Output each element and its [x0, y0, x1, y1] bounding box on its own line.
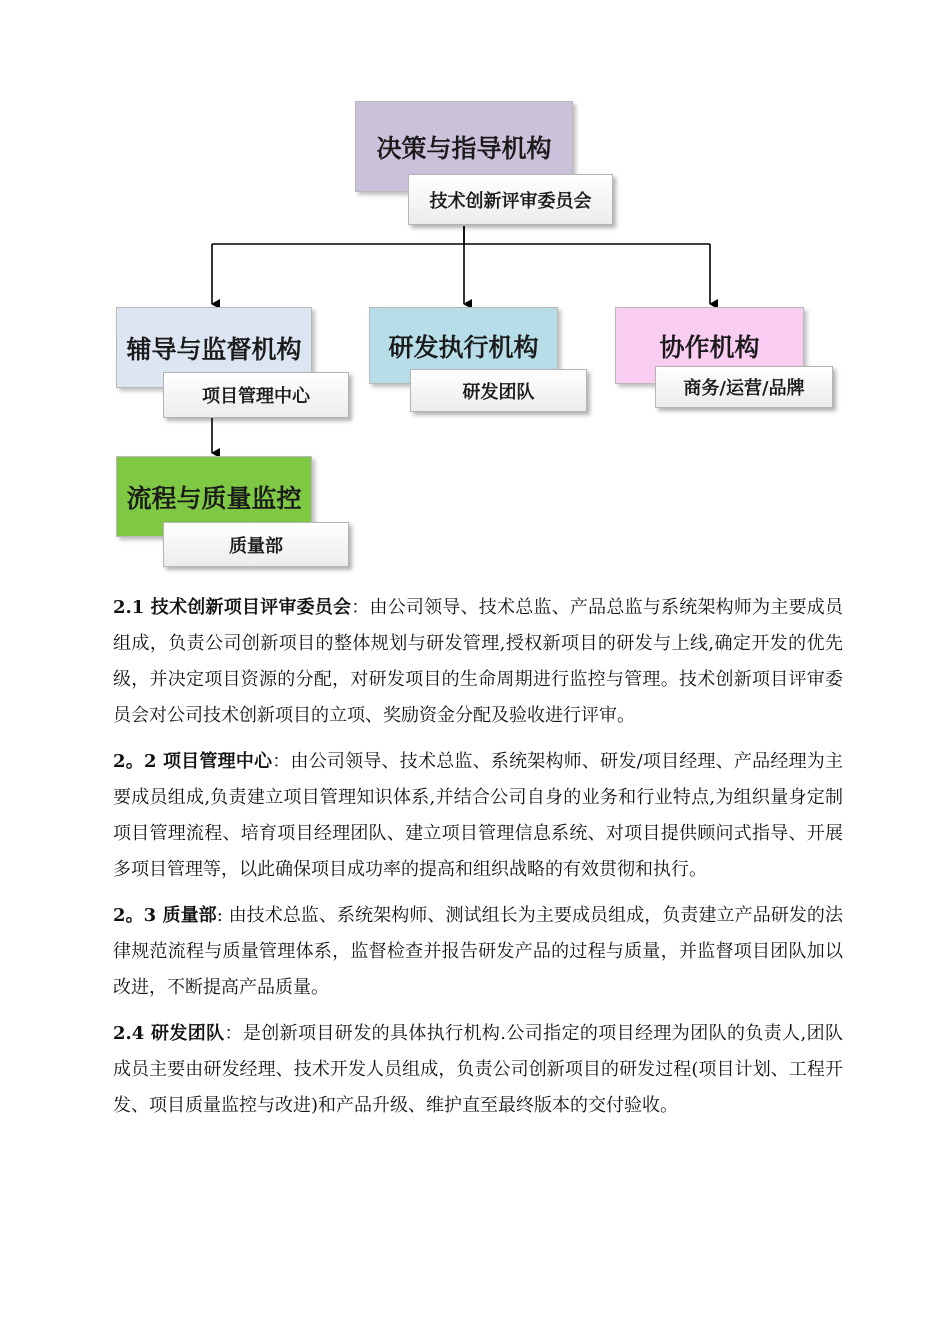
- heading-separator: ：: [224, 1023, 243, 1044]
- org-chart: [0, 0, 950, 580]
- paragraph-body: 由公司领导、技术总监、系统架构师、研发/项目经理、产品经理为主要成员组成,负责建立项目管理知识体系,并结合公司自身的业务和行业特点,为组织量身定制项目管理流程、培育项目经理团队、建立项目管理信息系统、对项目提供顾问式指导、开展多项目管理等，以此确保项目成功率的提高和组织战略的有效贯彻和执行。: [113, 751, 844, 880]
- box-business-ops-brand: 商务/运营/品牌: [655, 366, 833, 408]
- box-pmo: 项目管理中心: [163, 372, 349, 418]
- paragraph-body: 是创新项目研发的具体执行机构.公司指定的项目经理为团队的负责人,团队成员主要由研发经理、技术开发人员组成，负责公司创新项目的研发过程(项目计划、工程开发、项目质量监控与改进)和产品升级、维护直至最终版本的交付验收。: [113, 1023, 843, 1116]
- heading-separator: ：: [272, 751, 291, 772]
- box-collaboration: 协作机构: [615, 307, 804, 384]
- heading-separator: ：: [351, 597, 370, 618]
- paragraph-heading: 2.1 技术创新项目评审委员会: [113, 597, 352, 618]
- description-text: [113, 590, 843, 1134]
- paragraph-heading: 2。2 项目管理中心: [113, 751, 273, 772]
- box-quality-dept: 质量部: [163, 522, 349, 567]
- heading-separator: :: [216, 905, 229, 926]
- box-coaching-supervision: 辅导与监督机构: [116, 307, 312, 388]
- paragraph-body: 由技术总监、系统架构师、测试组长为主要成员组成，负责建立产品研发的法律规范流程与质量管理体系，监督检查并报告研发产品的过程与质量，并监督项目团队加以改进，不断提高产品质量。: [113, 905, 843, 998]
- box-rd-team: 研发团队: [410, 369, 587, 412]
- box-tech-review-committee: 技术创新评审委员会: [408, 174, 613, 225]
- paragraph-rd-team: [113, 1016, 843, 1124]
- box-process-quality: 流程与质量监控: [116, 456, 312, 537]
- paragraph-heading: 2.4 研发团队: [113, 1023, 225, 1044]
- paragraph-quality: [113, 898, 843, 1006]
- box-rd-execution: 研发执行机构: [369, 307, 558, 384]
- paragraph-committee: [113, 590, 843, 734]
- paragraph-heading: 2。3 质量部: [113, 905, 217, 926]
- paragraph-pmo: [113, 744, 843, 888]
- paragraph-body: 由公司领导、技术总监、产品总监与系统架构师为主要成员组成，负责公司创新项目的整体规划与研发管理,授权新项目的研发与上线,确定开发的优先级，并决定项目资源的分配，对研发项目的生命周期进行监控与管理。技术创新项目评审委员会对公司技术创新项目的立项、奖励资金分配及验收进行评审。: [113, 597, 844, 726]
- box-decision-guidance: 决策与指导机构: [355, 101, 573, 192]
